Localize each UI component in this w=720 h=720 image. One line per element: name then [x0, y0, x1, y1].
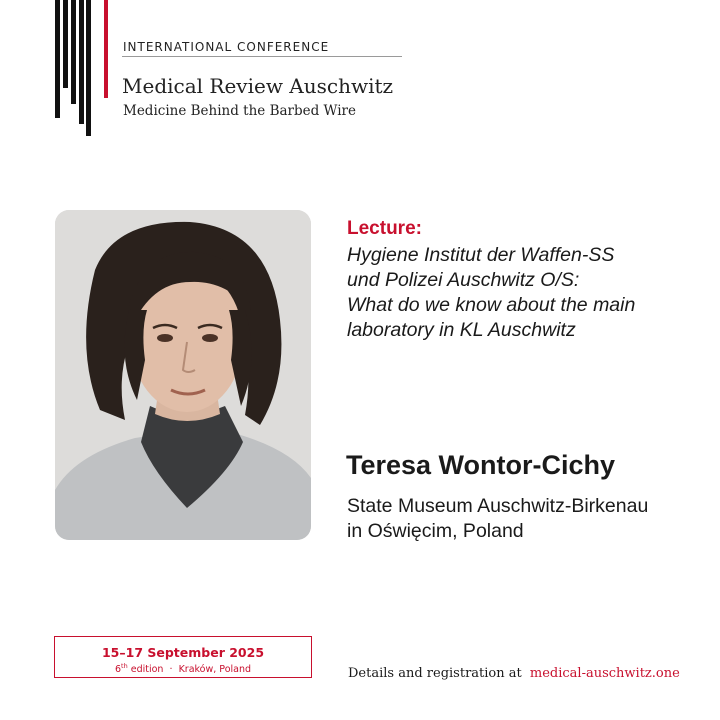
edition-number: 6: [114, 664, 122, 676]
registration-link[interactable]: medical-auschwitz.one: [529, 666, 680, 681]
edition-suffix: th: [121, 662, 128, 670]
lecture-title-line: laboratory in KL Auschwitz: [347, 319, 576, 341]
logo-bar: [63, 0, 68, 88]
logo-bar: [86, 0, 91, 136]
lecture-title-line: What do we know about the main: [347, 294, 636, 316]
header-divider: [122, 56, 402, 57]
speaker-photo: [55, 210, 311, 540]
logo-bar: [55, 0, 60, 118]
event-date-box: [54, 636, 312, 678]
event-location: Kraków, Poland: [178, 664, 252, 676]
barbed-wire-bars-logo-icon: [0, 0, 110, 140]
details-text: Details and registration at: [348, 666, 522, 681]
lecture-title-line: Hygiene Institut der Waffen-SS: [347, 244, 615, 266]
affiliation-line: State Museum Auschwitz-Birkenau: [347, 495, 649, 517]
conference-title: Medical Review Auschwitz: [122, 74, 394, 98]
event-dates: 15–17 September 2025: [101, 645, 265, 660]
logo-bar-red: [104, 0, 108, 98]
meta-separator: ·: [169, 664, 173, 676]
event-meta: [55, 662, 311, 675]
edition-word: edition: [130, 664, 164, 676]
conference-subtitle: Medicine Behind the Barbed Wire: [123, 103, 356, 119]
lecture-title: [347, 243, 697, 343]
speaker-portrait-illustration: [55, 210, 311, 540]
affiliation-line: in Oświęcim, Poland: [347, 520, 524, 542]
speaker-name: Teresa Wontor-Cichy: [346, 450, 616, 480]
logo-bar: [71, 0, 76, 104]
registration-details: [348, 666, 680, 681]
lecture-title-line: und Polizei Auschwitz O/S:: [347, 269, 580, 291]
speaker-affiliation: [347, 494, 648, 544]
logo-bar: [79, 0, 84, 124]
conference-kicker: INTERNATIONAL CONFERENCE: [123, 40, 330, 54]
lecture-label: Lecture:: [347, 218, 422, 239]
